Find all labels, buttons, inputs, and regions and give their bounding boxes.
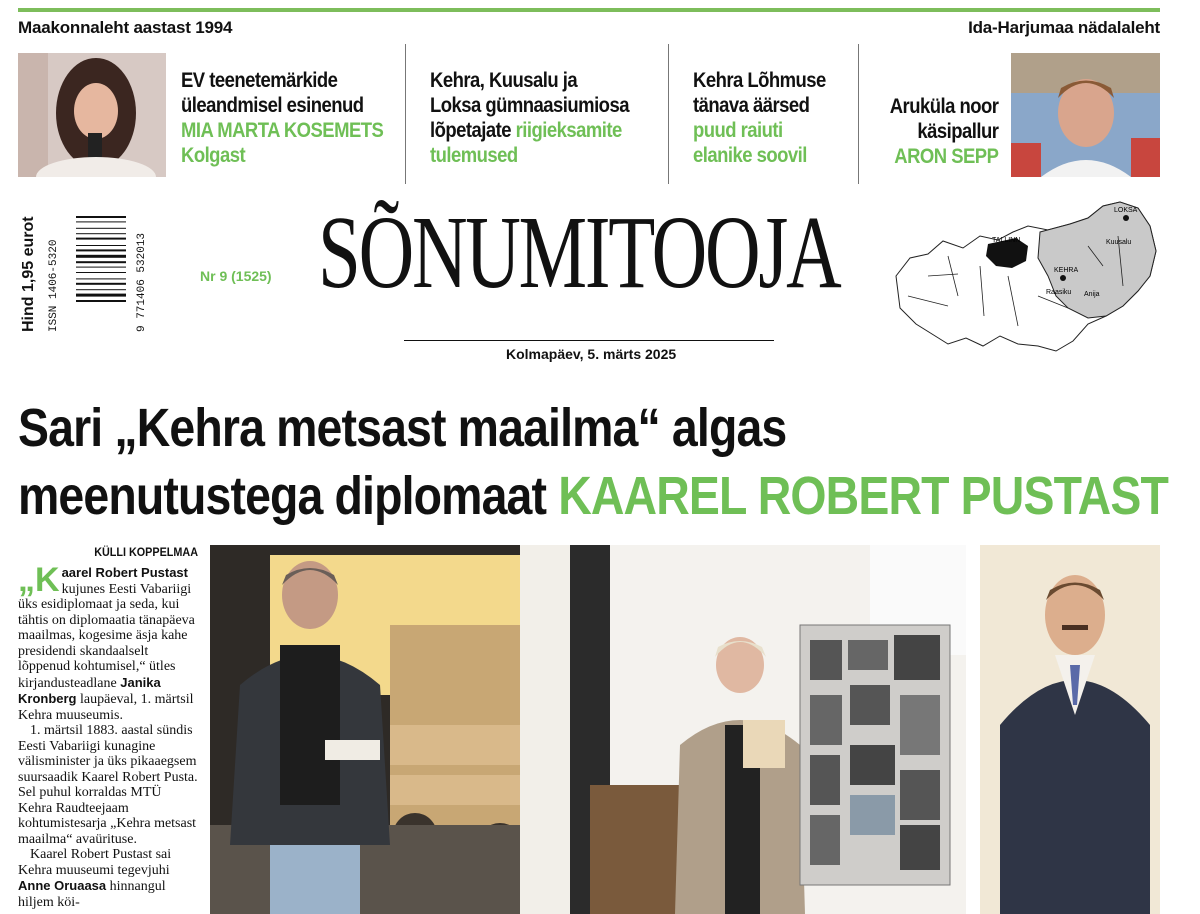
teaser-2-line xyxy=(430,118,659,143)
bold-name: Janika Kronberg xyxy=(18,674,161,706)
teaser-1-line: EV teenetemärkide xyxy=(181,69,338,92)
barcode-graphic xyxy=(48,212,148,332)
map-label: Kuusalu xyxy=(1106,239,1132,246)
headline-text: meenutustega diplomaat xyxy=(18,466,559,526)
map-label: TALLINN xyxy=(992,237,1021,244)
main-headline-line1[interactable]: Sari „Kehra metsast maailma“ algas xyxy=(18,398,787,458)
teaser-photo-aron[interactable] xyxy=(1011,53,1160,177)
main-photo[interactable] xyxy=(210,545,966,914)
tagline-right: Ida-Harjumaa nädalaleht xyxy=(968,18,1160,37)
paragraph: laupäeval, 1. märtsil Kehra muuseumis. xyxy=(18,692,194,723)
map-label: Raasiku xyxy=(1046,289,1072,296)
teaser-2-text: lõpetajate xyxy=(430,119,516,142)
teaser-1-place: Kolgast xyxy=(181,144,246,167)
headline-highlight: KAAREL ROBERT PUSTAST xyxy=(558,466,1168,526)
teaser-1[interactable] xyxy=(181,68,410,168)
issue-number: Nr 9 (1525) xyxy=(200,268,272,284)
teaser-2-highlight: riigieksamite xyxy=(515,119,622,142)
paragraph: kujunes Eesti Vabariigi üks esidiplomaat ja seda, kui tähtis on diplomaatia tänapäeva maailmas, kogesime äsja kahe presidendi skandaalselt lõppenud kohtumisel,“ ütles kirjandusteadlane xyxy=(18,581,195,691)
barcode-bar xyxy=(76,289,126,290)
column-divider xyxy=(405,44,406,184)
paragraph: 1. märtsil 1883. aastal sündis Eesti Vabariigi kunagine välisminister ja üks pikaaegsem suursaadik Kaarel Robert Pusta. Sel puhul korraldas MTÜ Kehra Raudteejaam kohtumistesarja „Kehra metsast maailma“ avaürituse. xyxy=(18,723,198,847)
map-label: Anija xyxy=(1084,291,1100,298)
barcode-bar xyxy=(76,249,126,251)
barcode-bar xyxy=(76,255,126,258)
barcode-bar xyxy=(76,233,126,234)
masthead-title[interactable]: SÕNUMITOOJA xyxy=(318,195,840,310)
column-divider xyxy=(858,44,859,184)
dropcap: „K xyxy=(18,561,60,599)
map-graphic xyxy=(888,196,1163,356)
region-map xyxy=(888,196,1163,356)
article-body xyxy=(18,561,198,910)
barcode-bar xyxy=(76,300,126,302)
teaser-photo-mia[interactable] xyxy=(18,53,166,177)
barcode-bar xyxy=(76,245,126,246)
main-headline-line2[interactable] xyxy=(18,466,1168,526)
barcode-bar xyxy=(76,283,126,285)
teaser-3-highlight: elanike soovil xyxy=(693,144,807,167)
map-label: KEHRA xyxy=(1054,267,1079,274)
teaser-4-line: käsipallur xyxy=(917,120,999,143)
barcode-digits: 9 771406 532013 xyxy=(136,232,148,332)
lead-name: aarel Robert Pustast xyxy=(61,565,188,580)
price-label: Hind 1,95 eurot xyxy=(20,216,37,332)
barcode-bar xyxy=(76,278,126,279)
map-label: LOKSA xyxy=(1114,207,1138,214)
issn-label: ISSN 1406-5320 xyxy=(48,239,60,332)
teaser-2-line: Kehra, Kuusalu ja xyxy=(430,69,578,92)
issue-date: Kolmapäev, 5. märts 2025 xyxy=(506,346,677,362)
teaser-2-highlight: tulemused xyxy=(430,144,518,167)
barcode-bar xyxy=(76,228,126,229)
column-divider xyxy=(668,44,669,184)
barcode xyxy=(48,212,148,332)
teaser-4-name: ARON SEPP xyxy=(894,145,999,168)
barcode-bar xyxy=(76,272,126,273)
teaser-3-line: Kehra Lõhmuse xyxy=(693,69,826,92)
teaser-3[interactable] xyxy=(693,68,843,168)
portrait-photo[interactable] xyxy=(980,545,1160,914)
teaser-3-highlight: puud raiuti xyxy=(693,119,783,142)
teaser-4[interactable] xyxy=(884,94,998,169)
top-accent-rule xyxy=(18,8,1160,12)
teaser-4-line: Aruküla noor xyxy=(889,95,999,118)
teaser-2[interactable] xyxy=(430,68,659,168)
paragraph-text: hinnangul hiljem köi- xyxy=(18,879,166,910)
teaser-3-line: tänava äärsed xyxy=(693,94,810,117)
barcode-bar xyxy=(76,261,126,263)
teaser-2-line: Loksa gümnaasiumiosa xyxy=(430,94,629,117)
masthead-rule xyxy=(404,340,774,341)
barcode-bar xyxy=(76,238,126,240)
tagline-left: Maakonnaleht aastast 1994 xyxy=(18,18,233,37)
article-column xyxy=(18,545,198,910)
barcode-bar xyxy=(76,216,126,218)
barcode-bar xyxy=(76,221,126,222)
byline: KÜLLI KOPPELMAA xyxy=(94,545,198,559)
teaser-1-name: MIA MARTA KOSEMETS xyxy=(181,119,384,142)
bold-name: Anne Oruaasa xyxy=(18,878,107,893)
barcode-bar xyxy=(76,294,126,297)
teaser-1-line: üleandmisel esinenud xyxy=(181,94,364,117)
paragraph-text: Kaarel Robert Pustast sai Kehra muuseumi tegevjuhi xyxy=(18,847,172,878)
barcode-bar xyxy=(76,267,126,268)
paragraph xyxy=(18,847,198,910)
